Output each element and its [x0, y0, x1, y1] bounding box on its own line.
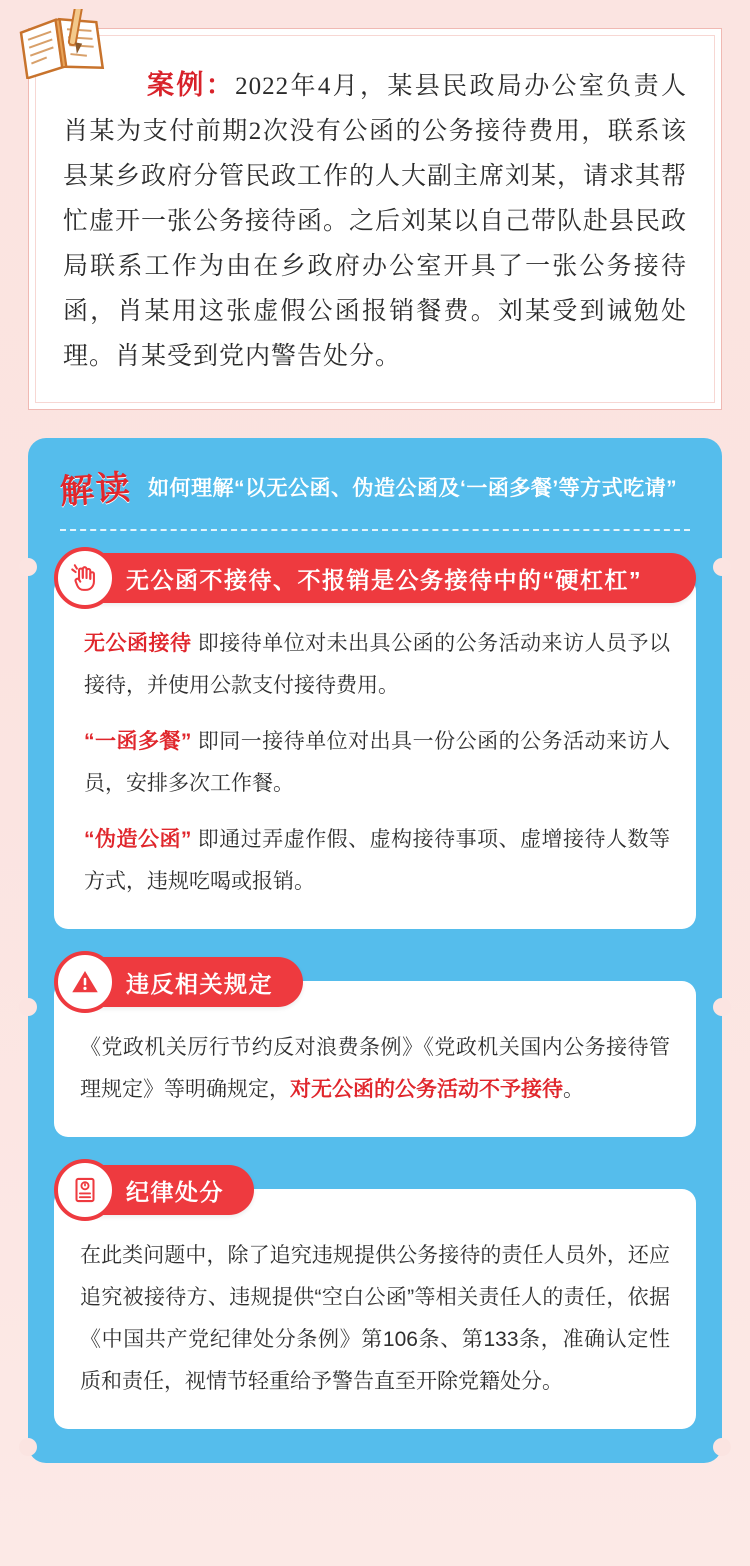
- warning-triangle-icon: [54, 951, 116, 1013]
- section-violated-regulations: [54, 957, 696, 1137]
- regulation-text-post: 。: [563, 1078, 584, 1102]
- section-title: 纪律处分: [126, 1178, 224, 1205]
- case-body-text: 2022年4月，某县民政局办公室负责人肖某为支付前期2次没有公函的公务接待费用，联系该县某乡政府分管民政工作的人大副主席刘某，请求其帮忙虚开一张公务接待函。之后刘某以自己带队赴县民政局联系工作为由在乡政府办公室开具了一张公务接待函，肖某用这张虚假公函报销餐费。刘某受到诫勉处理。肖某受到党内警告处分。: [63, 73, 688, 370]
- case-label: 案例：: [147, 70, 236, 100]
- term-text: 即通过弄虚作假、虚构接待事项、虚增接待人数等方式，违规吃喝或报销。: [84, 828, 670, 894]
- regulation-text-pre: 《党政机关厉行节约反对浪费条例》《党政机关国内公务接待管理规定》等明确规定，: [80, 1036, 670, 1102]
- panel-notch-left: [19, 998, 37, 1016]
- section-body: [54, 577, 696, 929]
- section-title: 违反相关规定: [126, 970, 273, 997]
- regulation-paragraph: [80, 1027, 670, 1111]
- term-label: “一函多餐”: [84, 730, 192, 754]
- section-no-official-letter: [54, 553, 696, 929]
- panel-notch-left: [19, 1438, 37, 1456]
- term-label: “伪造公函”: [84, 828, 192, 852]
- panel-notch-right: [713, 998, 731, 1016]
- interpretation-header: [54, 468, 696, 512]
- document-stamp-icon: [54, 1159, 116, 1221]
- section-disciplinary-punishment: [54, 1165, 696, 1429]
- stop-hand-icon: [54, 547, 116, 609]
- case-card: [28, 28, 722, 410]
- term-text: 即接待单位对未出具公函的公务活动来访人员予以接待，并使用公款支付接待费用。: [84, 632, 670, 698]
- section-header: [62, 957, 303, 1007]
- regulation-highlight: 对无公函的公务活动不予接待: [290, 1078, 563, 1102]
- dashed-divider: [60, 529, 690, 531]
- interpretation-title: 如何理解“以无公函、伪造公函及‘一函多餐’等方式吃请”: [148, 477, 678, 500]
- term-label: 无公函接待: [84, 632, 192, 656]
- definition-paragraph: [80, 819, 670, 903]
- panel-notch-right: [713, 558, 731, 576]
- definition-paragraph: [80, 721, 670, 805]
- section-title: 无公函不接待、不报销是公务接待中的“硬杠杠”: [126, 566, 642, 593]
- panel-notch-right: [713, 1438, 731, 1456]
- punishment-paragraph: 在此类问题中，除了追究违规提供公务接待的责任人员外，还应追究被接待方、违规提供“空白公函”等相关责任人的责任，依据《中国共产党纪律处分条例》第106条、第133条，准确认定性质和责任，视情节轻重给予警告直至开除党籍处分。: [80, 1244, 670, 1394]
- definition-paragraph: [80, 623, 670, 707]
- interpretation-badge: 解读: [58, 469, 134, 512]
- case-paragraph: [63, 63, 687, 379]
- section-header: [62, 553, 696, 603]
- section-body: [54, 1189, 696, 1429]
- section-header: [62, 1165, 254, 1215]
- term-text: 即同一接待单位对出具一份公函的公务活动来访人员，安排多次工作餐。: [84, 730, 670, 796]
- interpretation-panel: [28, 438, 722, 1463]
- panel-notch-left: [19, 558, 37, 576]
- open-book-icon: [15, 9, 111, 79]
